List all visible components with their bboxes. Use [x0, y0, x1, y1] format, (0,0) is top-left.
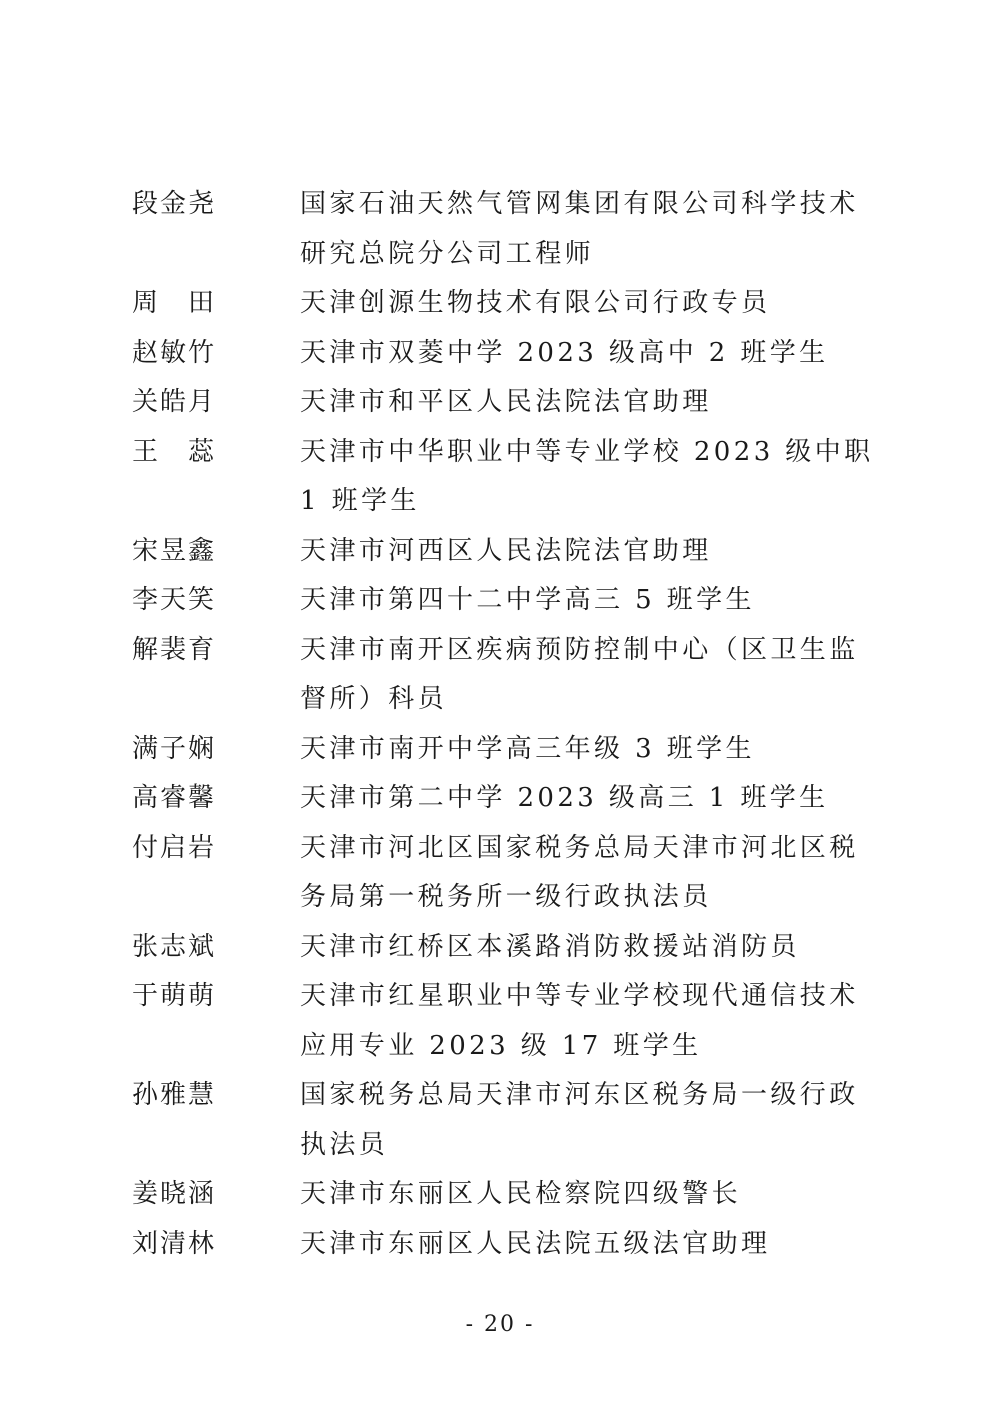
- person-affiliation: 天津市河西区人民法院法官助理: [300, 535, 712, 566]
- person-affiliation: 天津市红星职业中等专业学校现代通信技术应用专业 2023 级 17 班学生: [300, 981, 859, 1061]
- list-item: [132, 824, 892, 923]
- person-affiliation: 天津市河北区国家税务总局天津市河北区税务局第一税务所一级行政执法员: [300, 832, 859, 912]
- person-affiliation: 天津市东丽区人民法院五级法官助理: [300, 1228, 771, 1259]
- list-item: [132, 576, 892, 626]
- person-affiliation: 国家石油天然气管网集团有限公司科学技术研究总院分公司工程师: [300, 189, 859, 269]
- person-affiliation: 天津市南开中学高三年级 3 班学生: [300, 733, 755, 764]
- person-name: 关皓月: [132, 387, 217, 417]
- person-name: 付启岩: [132, 832, 217, 863]
- person-affiliation: 天津市和平区人民法院法官助理: [300, 387, 712, 417]
- person-name: 于萌萌: [132, 981, 217, 1011]
- list-item: [132, 972, 892, 1071]
- person-name: 王 蕊: [132, 436, 217, 467]
- list-item: [132, 180, 892, 279]
- list-item: [132, 527, 892, 577]
- person-name: 周 田: [132, 288, 217, 318]
- list-item: [132, 1170, 892, 1220]
- person-name: 张志斌: [132, 931, 217, 962]
- person-name: 解裴育: [132, 634, 217, 665]
- list-item: [132, 428, 892, 527]
- list-item: [132, 774, 892, 824]
- person-affiliation: 天津创源生物技术有限公司行政专员: [300, 288, 771, 318]
- person-name: 满子娴: [132, 733, 217, 764]
- person-affiliation: 天津市双菱中学 2023 级高中 2 班学生: [300, 337, 829, 368]
- person-affiliation: 天津市中华职业中等专业学校 2023 级中职 1 班学生: [300, 436, 874, 516]
- person-name: 李天笑: [132, 585, 217, 615]
- list-item: [132, 923, 892, 973]
- list-item: [132, 626, 892, 725]
- person-affiliation: 天津市第四十二中学高三 5 班学生: [300, 585, 755, 615]
- person-affiliation: 天津市东丽区人民检察院四级警长: [300, 1179, 742, 1209]
- person-name: 高睿馨: [132, 783, 217, 813]
- person-name: 赵敏竹: [132, 337, 217, 368]
- list-item: [132, 329, 892, 379]
- list-item: [132, 1071, 892, 1170]
- person-affiliation: 天津市红桥区本溪路消防救援站消防员: [300, 931, 800, 962]
- person-name: 段金尧: [132, 189, 217, 219]
- person-affiliation: 国家税务总局天津市河东区税务局一级行政执法员: [300, 1080, 859, 1160]
- list-item: [132, 279, 892, 329]
- list-item: [132, 725, 892, 775]
- list-item: [132, 378, 892, 428]
- person-name: 宋昱鑫: [132, 535, 217, 566]
- page-number: - 20 -: [465, 1312, 535, 1337]
- honoree-list: [132, 180, 892, 1269]
- person-name: 姜晓涵: [132, 1179, 217, 1209]
- person-name: 孙雅慧: [132, 1080, 217, 1110]
- person-affiliation: 天津市第二中学 2023 级高三 1 班学生: [300, 783, 829, 813]
- person-affiliation: 天津市南开区疾病预防控制中心（区卫生监督所）科员: [300, 634, 859, 714]
- person-name: 刘清林: [132, 1228, 217, 1259]
- list-item: [132, 1220, 892, 1270]
